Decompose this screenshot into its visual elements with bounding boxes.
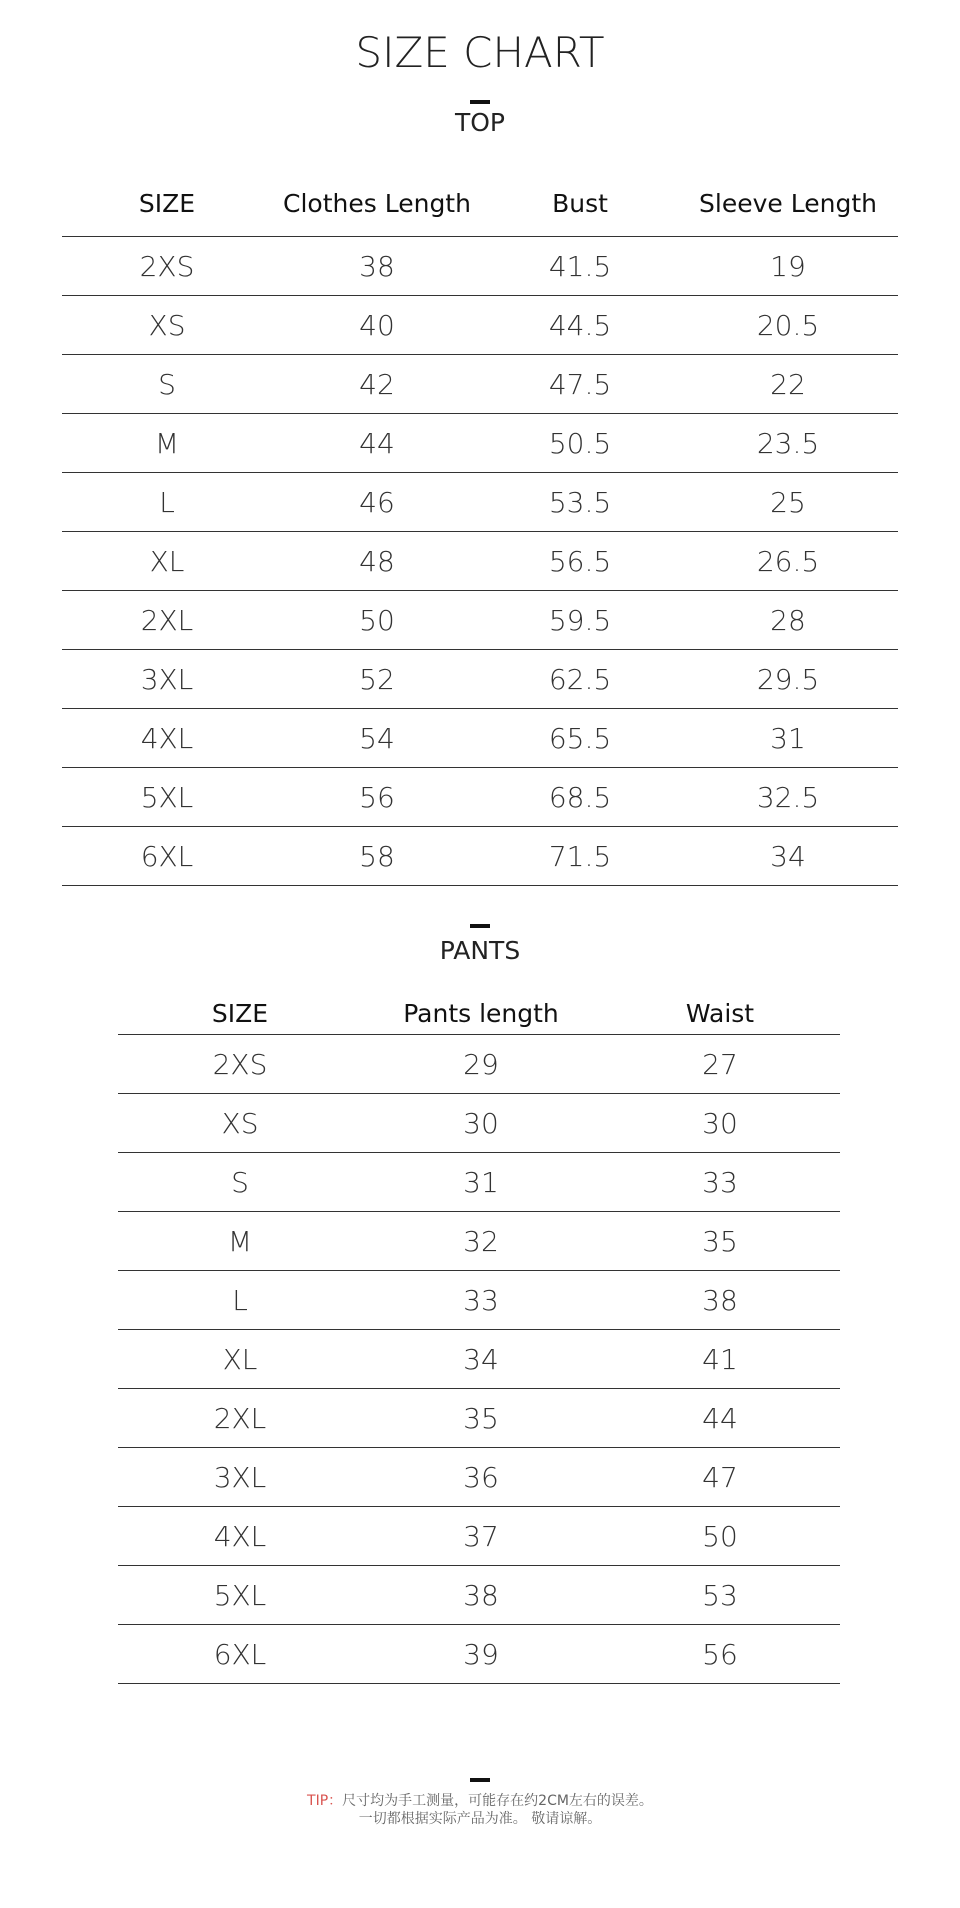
table-cell: 35 <box>600 1212 840 1271</box>
table-row <box>118 1448 840 1507</box>
table-row <box>62 414 898 473</box>
table-cell: 50.5 <box>482 414 678 473</box>
table-cell: 6XL <box>118 1625 362 1684</box>
table-cell: 41 <box>600 1330 840 1389</box>
table-cell: 54 <box>272 709 482 768</box>
table-cell: 53.5 <box>482 473 678 532</box>
table-row <box>118 1625 840 1684</box>
table-cell: 62.5 <box>482 650 678 709</box>
table-cell: 44 <box>600 1389 840 1448</box>
table-cell: 42 <box>272 355 482 414</box>
top-section-dash <box>470 100 490 104</box>
table-cell: 52 <box>272 650 482 709</box>
table-row <box>62 355 898 414</box>
table-cell: 2XS <box>62 237 272 296</box>
table-cell: M <box>118 1212 362 1271</box>
table-cell: 5XL <box>118 1566 362 1625</box>
tip-text-1: 尺寸均为手工测量，可能存在约2CM左右的误差。 <box>342 1793 653 1809</box>
table-cell: 28 <box>678 591 898 650</box>
header-size: SIZE <box>118 990 362 1035</box>
table-cell: S <box>118 1153 362 1212</box>
table-cell: 5XL <box>62 768 272 827</box>
table-cell: 36 <box>362 1448 600 1507</box>
table-row <box>62 296 898 355</box>
table-row <box>62 532 898 591</box>
table-cell: 56.5 <box>482 532 678 591</box>
table-cell: 46 <box>272 473 482 532</box>
table-cell: 22 <box>678 355 898 414</box>
table-cell: 38 <box>272 237 482 296</box>
header-bust: Bust <box>482 160 678 237</box>
table-cell: XL <box>62 532 272 591</box>
table-cell: 4XL <box>62 709 272 768</box>
table-cell: 31 <box>362 1153 600 1212</box>
table-cell: 34 <box>678 827 898 886</box>
pants-section-label: PANTS <box>439 936 521 965</box>
table-row <box>62 473 898 532</box>
table-cell: 47 <box>600 1448 840 1507</box>
table-cell: 26.5 <box>678 532 898 591</box>
table-row <box>62 827 898 886</box>
table-cell: 20.5 <box>678 296 898 355</box>
table-cell: 30 <box>362 1094 600 1153</box>
table-row <box>62 591 898 650</box>
table-cell: 29.5 <box>678 650 898 709</box>
table-cell: 58 <box>272 827 482 886</box>
table-cell: 29 <box>362 1035 600 1094</box>
table-row <box>62 768 898 827</box>
page-title: SIZE CHART <box>355 28 605 77</box>
table-cell: 65.5 <box>482 709 678 768</box>
table-cell: 39 <box>362 1625 600 1684</box>
top-section-label: TOP <box>454 108 506 137</box>
tip-line-2: 一切都根据实际产品为准。 敬请谅解。 <box>358 1811 602 1827</box>
pants-section-dash <box>470 924 490 928</box>
table-cell: XS <box>62 296 272 355</box>
table-cell: 2XL <box>62 591 272 650</box>
table-cell: 33 <box>362 1271 600 1330</box>
table-cell: XL <box>118 1330 362 1389</box>
table-cell: 56 <box>272 768 482 827</box>
table-header-row <box>118 990 840 1035</box>
header-sleeve-length: Sleeve Length <box>678 160 898 237</box>
table-cell: 33 <box>600 1153 840 1212</box>
table-cell: 34 <box>362 1330 600 1389</box>
table-row <box>118 1035 840 1094</box>
table-row <box>118 1330 840 1389</box>
table-row <box>118 1094 840 1153</box>
tip-section-dash <box>470 1778 490 1782</box>
table-cell: 35 <box>362 1389 600 1448</box>
table-row <box>118 1153 840 1212</box>
header-pants-length: Pants length <box>362 990 600 1035</box>
table-cell: 27 <box>600 1035 840 1094</box>
table-cell: 31 <box>678 709 898 768</box>
table-cell: 38 <box>362 1566 600 1625</box>
table-cell: 30 <box>600 1094 840 1153</box>
table-cell: 6XL <box>62 827 272 886</box>
table-cell: L <box>62 473 272 532</box>
table-cell: 32 <box>362 1212 600 1271</box>
tip-line-1 <box>0 1792 960 1810</box>
table-cell: S <box>62 355 272 414</box>
table-cell: 50 <box>600 1507 840 1566</box>
table-cell: 53 <box>600 1566 840 1625</box>
table-row <box>62 237 898 296</box>
table-cell: 19 <box>678 237 898 296</box>
table-cell: 48 <box>272 532 482 591</box>
header-waist: Waist <box>600 990 840 1035</box>
table-cell: 71.5 <box>482 827 678 886</box>
table-cell: 38 <box>600 1271 840 1330</box>
table-header-row <box>62 160 898 237</box>
table-cell: 23.5 <box>678 414 898 473</box>
table-row <box>62 709 898 768</box>
table-cell: 56 <box>600 1625 840 1684</box>
table-row <box>62 650 898 709</box>
table-cell: 37 <box>362 1507 600 1566</box>
top-size-table <box>62 160 898 886</box>
table-row <box>118 1566 840 1625</box>
table-row <box>118 1212 840 1271</box>
table-row <box>118 1271 840 1330</box>
table-cell: 4XL <box>118 1507 362 1566</box>
table-cell: 2XS <box>118 1035 362 1094</box>
header-size: SIZE <box>62 160 272 237</box>
table-cell: 2XL <box>118 1389 362 1448</box>
table-cell: XS <box>118 1094 362 1153</box>
tip-note <box>0 1792 960 1828</box>
table-cell: 50 <box>272 591 482 650</box>
table-cell: M <box>62 414 272 473</box>
table-cell: 59.5 <box>482 591 678 650</box>
table-cell: 68.5 <box>482 768 678 827</box>
tip-key: TIP： <box>307 1793 343 1809</box>
table-cell: 41.5 <box>482 237 678 296</box>
table-cell: 3XL <box>118 1448 362 1507</box>
table-cell: 40 <box>272 296 482 355</box>
table-cell: 47.5 <box>482 355 678 414</box>
header-clothes-length: Clothes Length <box>272 160 482 237</box>
table-cell: L <box>118 1271 362 1330</box>
table-cell: 32.5 <box>678 768 898 827</box>
table-cell: 3XL <box>62 650 272 709</box>
table-cell: 25 <box>678 473 898 532</box>
table-cell: 44.5 <box>482 296 678 355</box>
table-row <box>118 1389 840 1448</box>
pants-size-table <box>118 990 840 1684</box>
table-row <box>118 1507 840 1566</box>
table-cell: 44 <box>272 414 482 473</box>
